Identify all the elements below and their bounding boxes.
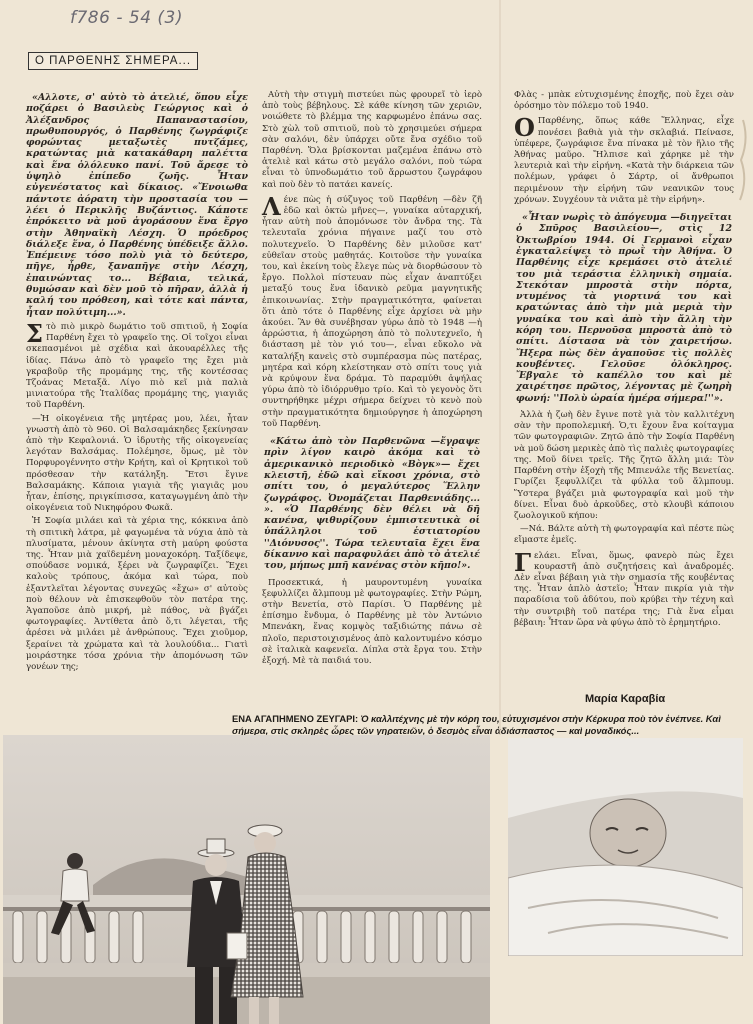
paragraph: Ἡ Σοφία μιλάει καὶ τὰ χέρια της, κόκκινα ἀπὸ τὴ σπιτικὴ λάτρα, μὲ φαγωμένα τὰ νύχια ἀπὸ τὰ πλυσίματα, μένουν ἀκίνητα στὴ μαύρη φούστα της. Ἦταν μιὰ χαϊδεμένη μοναχοκόρη. Ταξίδεψε, σπούδασε νομικά, ξέρει νὰ ζωγραφίζει. Ἔχει καλοὺς τρόπους, ἀκόμα καὶ τώρα, ποὺ ἐξαντλεῖται λέγοντας συνεχῶς «ἔχω» σ' αὐτοὺς ποὺ θέλουν νὰ ἐπισκεφθοῦν τὸν πατέρα της. Ἀγαποῦσε ἀπὸ μικρή, μὲ πάθος, νὰ βγάζει φωτογραφίες. Ἀντίθετα ἀπὸ ὅ,τι λέγεται, τῆς ἀρέσει νὰ μιλάει μὲ ἀνθρώπους. Ἔχει χιοῦμορ, ξεραίνει τὰ χρώματα καὶ τὰ λουλούδια... Γιατὶ μοιράστηκε τόσα χρόνια τὴν ἀπομόνωση τῶν γονέων της; xyxy=(26,516,248,673)
paragraph: Λένε πὼς ἡ σύζυγος τοῦ Παρθένη —δὲν ζῆ ἐδῶ καὶ ὀκτὼ μῆνες—, γυναίκα αὐταρχική, ἦταν αὐτὴ ποὺ ἀπομόνωσε τὸν ἄνδρα της. Τὰ τελευταῖα χρόνια πήγαινε μαζί του στὸ πολυτεχνεῖο. Ὁ Παρθένης δὲν μιλοῦσε κατ' εὐθεῖαν στοὺς μαθητάς. Κοιτοῦσε τὴν γυναίκα του, καὶ ἐκείνη τοὺς ἔλεγε πὼς νὰ διορθώσουν τὸ ἔργο. Πολλοὶ πίστευαν πὼς εἶχαν ἀναπτύξει μεταξύ τους ἕνα ἰδανικὸ ρεῦμα μαγνητικῆς ἐπικοινωνίας. Στὴν πραγματικότητα, φαίνεται ὅτι ἀπὸ τότε ὁ Παρθένης εἶχε ἀρχίσει νὰ μὴν ἀκούει. Ἂν θὰ συνέβησαν γύρω ἀπὸ τὸ 1948 —ἡ ἀρρώστια, ἡ ἀποχώρηση ἀπὸ τὸ πολυτεχνεῖο, ἡ διάσταση μὲ τὸν γιό του—, εἶναι εὔκολο νὰ καταλήξη κανεὶς στὸ συμπέρασμα πὼς πατέρας, μητέρα καὶ κόρη κλείστηκαν στὸ σπίτι τους γιὰ νὰ κρύψουν ἕνα δράμα. Τὸ παραμύθι ἀψήλας γύρω ἀπὸ τὸ ἰδιόρρυθμο τρίο. Καὶ τὸ γεγονὸς ὅτι συντηρήθηκε μέχρι σήμερα δείχνει τὸ κενὸ ποὺ στὴν πραγματικότητα δημιούργησε ἡ ἀποχώρηση τοῦ Παρθένη. xyxy=(262,191,482,429)
caption-text: Ὁ καλλιτέχνης μὲ τὴν κόρη του, εὐτυχισμένοι στὴν Κέρκυρα ποὺ τὸν ἐνέπνεε. Καὶ σήμερα, στὶς σκληρὲς ὧρες τῶν γηρατειῶν, ὁ δεσμὸς εἶναι ἀδιάσπαστος — καὶ μοναδικός... xyxy=(232,713,721,736)
paragraph: Ο Παρθένης, ὅπως κάθε Ἕλληνας, εἶχε πονέσει βαθιὰ γιὰ τὴν σκλαβιά. Πείνασε, ὑπέφερε, ζωγράφισε ἕνα πίνακα μὲ τὸν ἥλιο τῆς Ἀθήνας μαῦρο. Ἤλπισε καὶ χάρηκε μὲ τὴν λευτεριὰ καὶ τὴν εἰρήνη. «Κατὰ τὴν διάρκεια τῶν πολέμων, γράφει ὁ Σάρτρ, οἱ ἄνθρωποι περιμένουν τὴν εἰρήνη τῶν νεανικῶν τους χρόνων. Συγχέουν τὰ νιᾶτα μὲ τὴν εἰρήνη». xyxy=(514,113,734,205)
drop-cap: Λ xyxy=(262,191,281,221)
article-column-2 xyxy=(262,90,482,669)
pull-quote: «Ἦταν νωρὶς τὸ ἀπόγευμα —διηγεῖται ὁ Σπῦρος Βασιλείου—, στὶς 12 Ὀκτωβρίου 1944. Οἱ Γερμανοὶ εἶχαν ἐγκαταλείψει τὸ πρωῒ τὴν Ἀθήνα. Ὁ Παρθένης εἶχε κρεμάσει στὸ ἀτελιέ του μιὰ τεράστια ἑλληνικὴ σημαία. Στεκόταν μπροστὰ στὴν πόρτα, ντυμένος τὰ γιορτινά του καὶ κρατώντας ἀπὸ τὴν μιὰ μεριὰ τὴν γυναίκα του καὶ ἀπὸ τὴν ἄλλη τὴν κόρη του. Περνοῦσα μπροστὰ ἀπὸ τὸ σπίτι. Δίστασα νὰ τὸν χαιρετήσω. Ἤξερα πὼς δὲν ἀγαποῦσε τὶς πολλὲς κουβέντες. Γελοῦσε ὁλόκληρος. Ἔβγαλε τὸ καπέλλο του καὶ μὲ χαιρέτησε πρῶτος, λέγοντας μὲ ζωηρὴ φωνή: ''Πολὺ ὡραία ἡμέρα σήμερα!''». xyxy=(516,212,732,404)
pull-quote: «Κάτω ἀπὸ τὸν Παρθενῶνα —ἔγραψε πρὶν λίγον καιρὸ ἀκόμα καὶ τὸ ἀμερικανικὸ περιοδικὸ «Βὸγκ»— ἔχει κλειστῆ, ἐδῶ καὶ εἴκοσι χρόνια, στὸ σπίτι του, ὁ μεγαλύτερος Ἕλλην ζωγράφος. Ὀνομάζεται Παρθενιάδης... ». «Ὁ Παρθένης δὲν θέλει νὰ δῆ κανένα, ψιθυρίζουν ἐμπιστευτικὰ οἱ ὑπάλληλοι τοῦ ἑστιατορίου ''Διόνυσος''. Τώρα τελευταῖα ἔχει ἕνα δίκαννο καὶ παραφυλάει ἀπὸ τὸ ἀτελιέ του, μήπως μπῆ κανένας στὸν κῆπο!». xyxy=(264,436,480,572)
intro-quote: «Αλλοτε, σ' αὐτὸ τὸ ἀτελιέ, ὅπου εἶχε ποζάρει ὁ Βασιλεὺς Γεώργιος καὶ ὁ Ἀλέξανδρος Παπαναστασίου, πρωθυπουργός, ὁ Παρθένης ζωγράφιζε φορώντας μεταξωτὲς πυτζάμες, κρατώντας μιὰ κατακάθαρη παλέττα καὶ ἕνα ὁλόλευκο πανί. Τοῦ ἄρεσε τὸ ὑψηλὸ ἐπίπεδο ζωῆς. Ἦταν εὐγενέστατος καὶ δίκαιος. «Ἔνοιωθα πάντοτε ἀόρατη τὴν προστασία του — λέει ὁ Περικλῆς Βυζάντιος. Κάποτε ἐπρόκειτο νὰ μοῦ ἀγοράσουν ἕνα ἔργο στὴν Ἀθηναϊκὴ Λέσχη. Ὁ πρόεδρος διάλεξε ἕνα, ὁ Παρθένης ὑπέδειξε ἄλλο. Ἐπέμεινε τόσο πολὺ γιὰ τὸ δεύτερο, πῆγε, ἦρθε, ξαναπῆγε στὴν Λέσχη, ἐπαινώντας το... Βέβαια, τελικά, θυμώσαν καὶ δὲν μοῦ τὸ πῆραν, ἀλλὰ ἡ καλή του πρόθεση, καὶ τότε καὶ πάντα, ἦταν πολύτιμη...». xyxy=(26,92,248,318)
paragraph: Προσεκτικά, ἡ μαυροντυμένη γυναίκα ξεφυλλίζει ἄλμπουμ μὲ φωτογραφίες. Στὴν Ρώμη, στὴν Βενετία, στὸ Παρίσι. Ὁ Παρθένης μὲ ἐπίσημο ἔνδυμα, ὁ Παρθένης μὲ τὸν Ἀντώνιο Μπενάκη, ἕνας κομψὸς ταξιδιώτης πάνω σὲ πλοῖο, περιστοιχισμένος ἀπὸ καλοντυμένο κόσμο σὲ ἰταλικὰ καφενεῖα. Δίπλα στὰ ἔργα του. Στὴν ἐξοχή. Μὲ τὰ παιδιά του. xyxy=(262,577,482,667)
paragraph: Ἀλλὰ ἡ ζωὴ δὲν ἔγινε ποτὲ γιὰ τὸν καλλιτέχνη σὰν τὴν προπολεμική. Ὁ,τι ἔχουν ἔνα κοίταγμα τῶν φωτογραφιῶν. Ζητῶ ἀπὸ τὴν Σοφία Παρθένη νὰ μοῦ δώση μερικὲς ἀπὸ τὶς παλιὲς φωτογραφίες της. Μοῦ δίνει τρεῖς. Τῆς ζητῶ ἄλλη μιά: Τὸν Παρθένη στὴν ἐξοχὴ τῆς Μπιενάλε τῆς Βενετίας. Γυρίζει ξεφυλλίζει τὰ φύλλα τοῦ ἄλμπουμ. Ὕστερα βγάζει μιὰ φωτογραφία καὶ μοῦ τὴν δίνει. Εἶναι δυὸ ἀρκοῦδες, στὸ κλουβὶ κάποιου ζωολογικοῦ κήπου: xyxy=(514,410,734,521)
photo-artist-with-daughter xyxy=(3,735,490,1024)
drop-cap: Ο xyxy=(514,113,535,143)
paragraph: Φλὰς - μπὰκ εὐτυχισμένης ἐποχῆς, ποὺ ἔχει σὰν ὁρόσημο τὸν πόλεμο τοῦ 1940. xyxy=(514,90,734,112)
paragraph: —Ἡ οἰκογένεια τῆς μητέρας μου, λέει, ἦταν γνωστὴ ἀπὸ τὸ 960. Οἱ Βαλσαμάκηδες ξεκίνησαν ἀπὸ τὴν Κεφαλονιά. Ὁ ἱδρυτὴς τῆς οἰκογενείας λεγόταν Βαλσάμας. Πολέμησε, ὅμως, μὲ τὸν Πορφυρογέννητο στὴν Κρήτη, καὶ οἱ Κρητικοὶ τοῦ πρόσθεσαν τὴν κατάληξη. Ἔτσι ἔγινε Βαλσαμάκης. Κάποια γιαγιὰ τῆς γιαγιᾶς μου ἦταν, ἐπίσης, πριγκίπισσα, καταγωγμένη ἀπὸ τὴν οἰκογένεια τοῦ Νικηφόρου Φωκᾶ. xyxy=(26,413,248,514)
section-title: Ο ΠΑΡΘΕΝΗΣ ΣΗΜΕΡΑ... xyxy=(28,52,198,70)
article-column-3 xyxy=(514,90,734,631)
paragraph: —Νά. Βάλτε αὐτὴ τὴ φωτογραφία καὶ πέστε πὼς εἴμαστε ἐμεῖς. xyxy=(514,524,734,546)
old-man-head xyxy=(590,799,666,867)
paragraph: Γελάει. Εἶναι, ὅμως, φανερὸ πὼς ἔχει κουραστῆ ἀπὸ συζητήσεις καὶ ἀναδρομές. Δὲν εἶναι βέβαιη γιὰ τὴν σημασία τῆς κουβέντας της. Ἦταν ἀπλὸ ἀστεῖο; Ἦταν πικρία γιὰ τὴν παραδίσια τοῦ ἀδύτου, ποὺ κρύβει τὴν τέχνη καὶ τὴν συντριβὴ τοῦ πατέρα της; Γιὰ ἕνα εἶμαι βέβαιη: Ἦταν ὥρα νὰ φύγω ἀπὸ τὸ ἐρημητήριο. xyxy=(514,547,734,628)
drop-cap: Γ xyxy=(514,547,532,577)
article-column-1 xyxy=(26,92,248,675)
bed-sheets xyxy=(508,865,743,956)
drop-cap: Σ xyxy=(26,318,43,348)
paragraph: Στὸ πιὸ μικρὸ δωμάτιο τοῦ σπιτιοῦ, ἡ Σοφία Παρθένη ἔχει τὸ γραφεῖο της. Οἱ τοῖχοι εἶναι σκεπασμένοι μὲ σχέδια καὶ ἀκουαρέλλες τῆς ἰδίας. Πάνω ἀπὸ τὸ γραφεῖο της ἔχει μιὰ γκραβοῦρ τῆς προμάμης της, τῆς κοντέσσας Τζοάνας Μεταξᾶ. Λίγο πιὸ κεῖ μιὰ παλιὰ μινιατούρα τῆς Ἰταλίδας προμάμης της, γιαγιᾶς τοῦ Παρθένη. xyxy=(26,318,248,411)
handwritten-archive-note: f786 - 54 (3) xyxy=(70,8,183,28)
paragraph: Αὐτὴ τὴν στιγμὴ πιστεύει πὼς φρουρεῖ τὸ ἱερὸ ἀπὸ τοὺς βέβηλους. Σὲ κάθε κίνηση τῶν χεριῶν, νοιώθετε τὸ βλέμμα της καρφωμένο ἐπάνω σας. Στὸ χὼλ τοῦ σπιτιοῦ, ποὺ τὸ χρησιμεύει σήμερα σὰν σαλόνι, δὲν ὑπάρχει οὔτε ἕνα σχέδιο τοῦ Παρθένη. Ὅλα βρίσκονται μαζεμένα ἐπάνω στὸ ἀτελιὲ καὶ κάτω στὸ μεγάλο σαλόνι, ποὺ τώρα εἶναι τὸ ὑπνοδωμάτιο τοῦ ἄρρωστου ζωγράφου καὶ ποὺ δὲν τὸ πατάει κανείς. xyxy=(262,90,482,190)
photo-artist-in-old-age xyxy=(508,738,743,956)
photo-caption xyxy=(232,713,732,736)
caption-lead: ΕΝΑ ΑΓΑΠΗΜΕΝΟ ΖΕΥΓΑΡΙ: xyxy=(232,713,359,724)
author-byline: Μαρία Καραβία xyxy=(585,693,666,705)
